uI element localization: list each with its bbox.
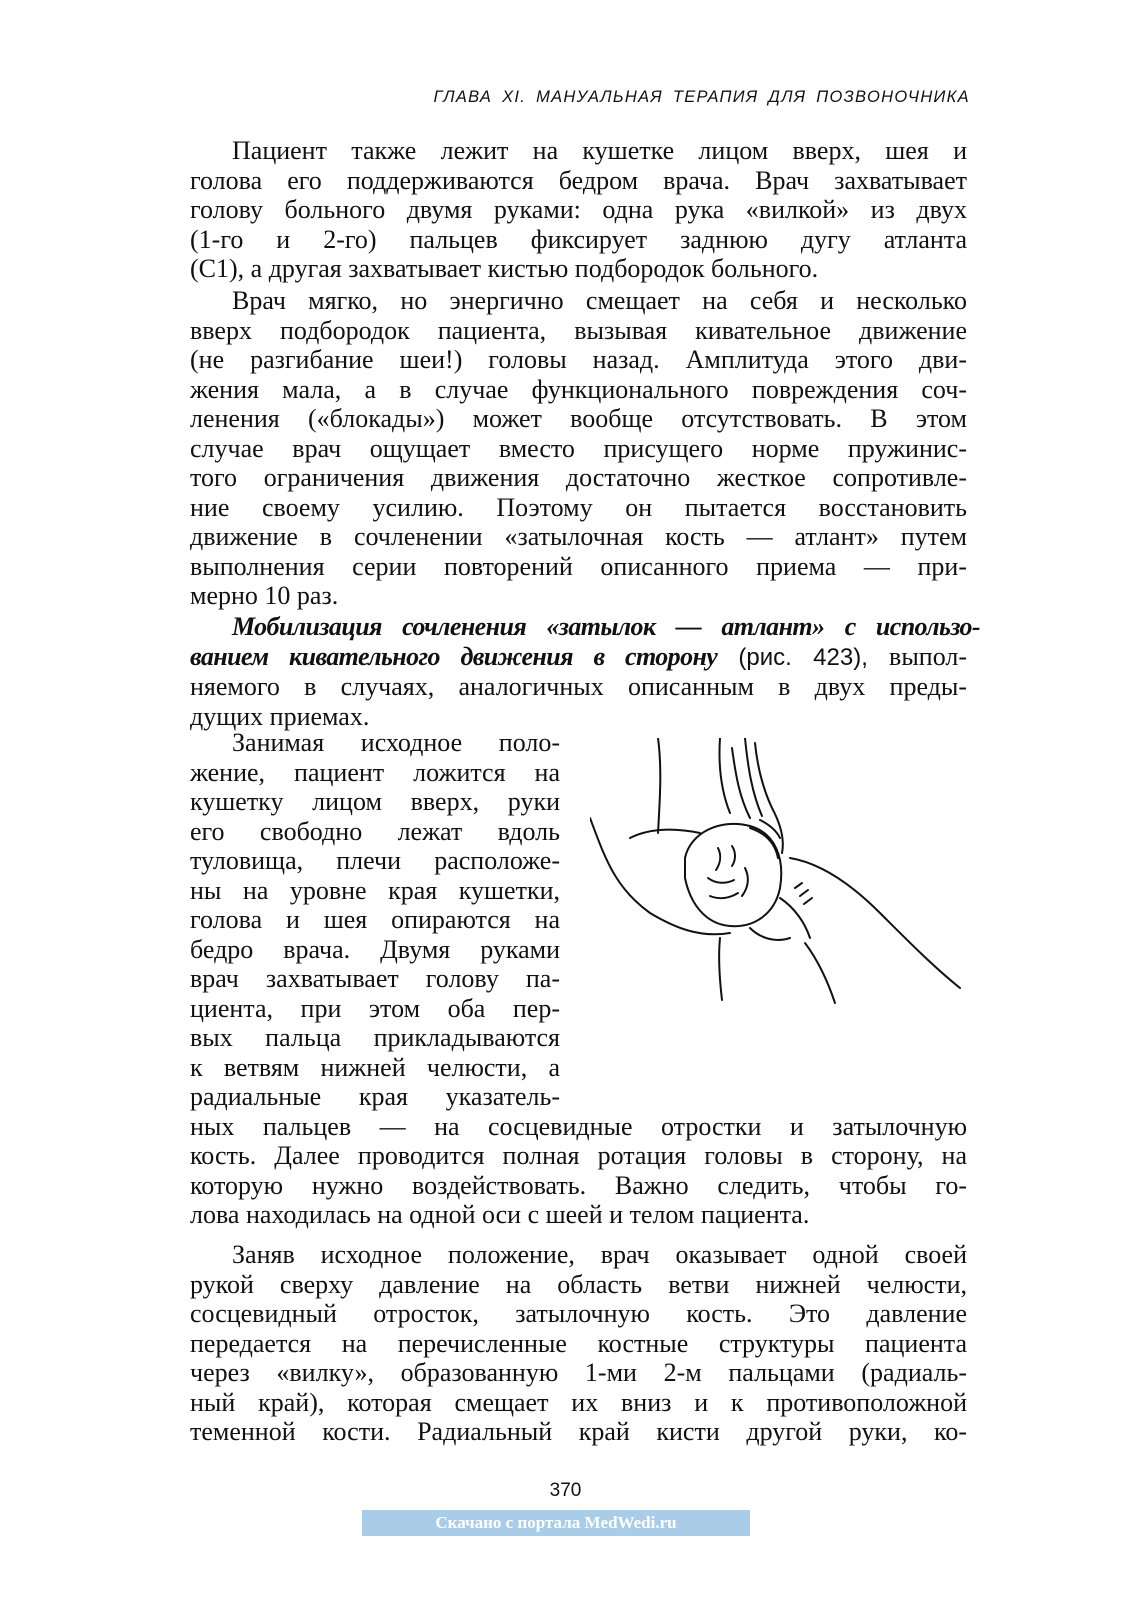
- doctor-arm-line: [745, 738, 762, 816]
- text-line: циента, при этом оба пер-: [190, 993, 560, 1023]
- text-line: случае врач ощущает вместо присущего норме пружинис-: [190, 433, 967, 463]
- text-line: его свободно лежат вдоль: [190, 816, 560, 846]
- text-line: няемого в случаях, аналогичных описанным в двух преды-: [190, 672, 967, 701]
- text-line: голову больного двумя руками: одна рука «вилкой» из двух: [190, 195, 967, 224]
- figure-reference: (рис. 423),: [738, 643, 868, 671]
- patient-face-line: [732, 846, 735, 866]
- download-banner[interactable]: Скачано с портала MedWedi.ru: [362, 1510, 750, 1536]
- text-line: ленения («блокады») может вообще отсутствовать. В этом: [190, 404, 967, 433]
- text-line: теменной кости. Радиальный край кисти другой руки, ко-: [190, 1417, 967, 1446]
- text-line: радиальные края указатель-: [190, 1082, 560, 1111]
- text-line: кость. Далее проводится полная ротация головы в сторону, на: [190, 1141, 967, 1170]
- text-line: ный край), которая смещает их вниз и к противоположной: [190, 1387, 967, 1417]
- text-line: ние своему усилию. Поэтому он пытается восстановить: [190, 492, 967, 522]
- text-line: (1-го и 2-го) пальцев фиксирует заднюю дугу атланта: [190, 224, 967, 254]
- doctor-arm-line: [630, 830, 700, 838]
- paragraph-5: [190, 1240, 967, 1447]
- paragraph-3: [190, 612, 980, 731]
- text-line: Занимая исходное поло-: [232, 728, 560, 757]
- text-line: рукой сверху давление на область ветви нижней челюсти,: [190, 1269, 967, 1299]
- text-line: туловища, плечи расположе-: [190, 846, 560, 875]
- paragraph-2: [190, 286, 967, 611]
- text-line: вверх подбородок пациента, вызывая кивательное движение: [190, 315, 967, 345]
- text-line: дущих приемах.: [190, 701, 370, 731]
- text-line: Пациент также лежит на кушетке лицом вверх, шея и: [232, 136, 967, 165]
- doctor-arm-line: [719, 738, 730, 813]
- text-line: жения мала, а в случае функционального повреждения соч-: [190, 374, 967, 404]
- page-number: 370: [549, 1480, 582, 1501]
- text-line: через «вилку», образованную 1-ми 2-м пальцами (радиаль-: [190, 1358, 967, 1387]
- figure-illustration: [590, 738, 980, 1028]
- doctor-arm-line: [658, 738, 660, 833]
- patient-head-outline: [685, 824, 781, 926]
- text-line: вых пальца прикладываются: [190, 1023, 560, 1052]
- patient-body-line: [750, 928, 790, 940]
- wrapped-text-column: [190, 728, 560, 1112]
- text-line: сосцевидный отросток, затылочную кость. Это давление: [190, 1299, 967, 1328]
- text-line: (не разгибание шеи!) головы назад. Амплитуда этого дви-: [190, 345, 967, 374]
- text-line: лова находилась на одной оси с шеей и телом пациента.: [190, 1200, 810, 1229]
- paragraph-1: [190, 136, 967, 284]
- patient-face-line: [742, 868, 748, 896]
- patient-body-line: [805, 943, 835, 1003]
- bold-heading-part2: ванием кивательного движения в сторону: [190, 641, 718, 671]
- patient-face-line: [716, 848, 720, 870]
- text-line: [190, 642, 967, 673]
- text-fragment: выпол-: [889, 641, 967, 671]
- doctor-arm-line: [590, 818, 730, 934]
- text-line: ных пальцев — на сосцевидные отростки и затылочную: [190, 1111, 967, 1141]
- text-line: Врач мягко, но энергично смещает на себя и несколько: [232, 286, 967, 315]
- patient-face-line: [710, 893, 738, 898]
- text-line: жение, пациент ложится на: [190, 757, 560, 787]
- patient-face-line: [708, 878, 734, 883]
- text-line: голова его поддерживаются бедром врача. Врач захватывает: [190, 165, 967, 195]
- text-line: мерно 10 раз.: [190, 581, 339, 610]
- text-line: ны на уровне края кушетки,: [190, 875, 560, 905]
- text-line: к ветвям нижней челюсти, а: [190, 1052, 560, 1082]
- text-line: передается на перечисленные костные структуры пациента: [190, 1328, 967, 1358]
- text-line: голова и шея опираются на: [190, 905, 560, 934]
- text-line: движение в сочленении «затылочная кость — атлант» путем: [190, 522, 967, 551]
- patient-body-line: [790, 858, 960, 988]
- text-line: кушетку лицом вверх, руки: [190, 787, 560, 816]
- text-line: выполнения серии повторений описанного приема — при-: [190, 551, 967, 581]
- text-line: [190, 612, 980, 642]
- text-line: Заняв исходное положение, врач оказывает одной своей: [232, 1240, 967, 1269]
- text-line: того ограничения движения достаточно жесткое сопротивле-: [190, 463, 967, 492]
- text-line: врач захватывает голову па-: [190, 964, 560, 993]
- text-line: которую нужно воздействовать. Важно следить, чтобы го-: [190, 1170, 967, 1200]
- shading-line: [795, 883, 812, 904]
- patient-body-line: [719, 938, 722, 1000]
- text-line: (С1), а другая захватывает кистью подбородок больного.: [190, 254, 819, 283]
- bold-heading-part1: Мобилизация сочленения «затылок — атлант» с использо-: [232, 612, 980, 641]
- running-header: ГЛАВА XI. МАНУАЛЬНАЯ ТЕРАПИЯ ДЛЯ ПОЗВОНОЧНИКА: [433, 88, 970, 106]
- text-line: бедро врача. Двумя руками: [190, 934, 560, 964]
